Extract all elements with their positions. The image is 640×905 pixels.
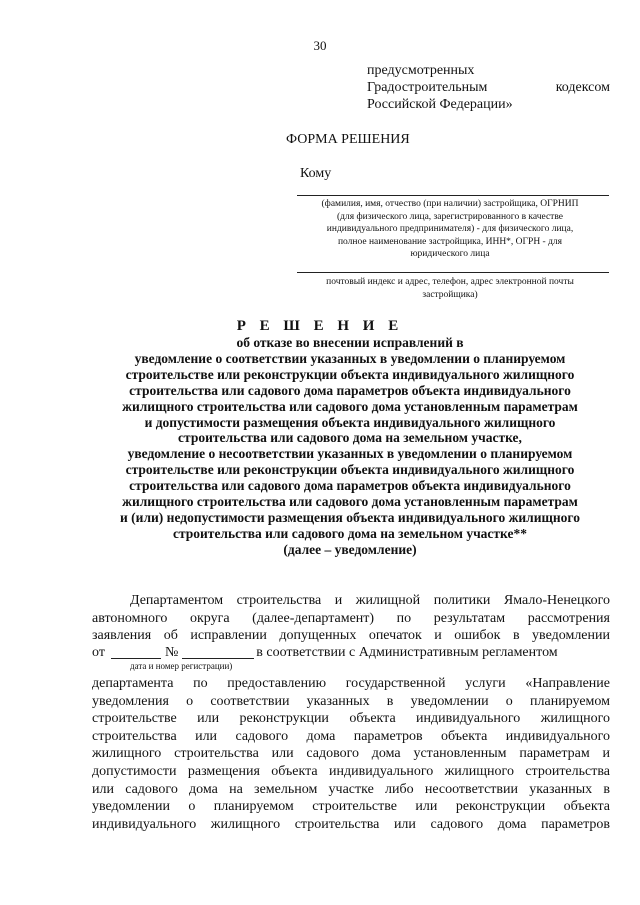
recipient-note [300, 198, 600, 261]
decision-subtitle-line: строительства или садового дома на земельном участке, [178, 430, 522, 446]
address-note [300, 276, 600, 301]
paragraph-line: строительства или садового дома параметров объекта индивидуального [92, 728, 610, 744]
recipient-note-line: (для физического лица, зарегистрированного в качестве [337, 211, 563, 222]
komu-label: Кому [300, 166, 332, 181]
paragraph-line: уведомлении о планируемом строительстве или реконструкции объекта [92, 799, 610, 815]
decision-subtitle-line: об отказе во внесении исправлений в [236, 335, 464, 350]
decision-title: Р Е Ш Е Н И Е [236, 318, 404, 334]
address-note-line: почтовый индекс и адрес, телефон, адрес электронной почты [326, 277, 574, 287]
recipient-note-line: индивидуального предпринимателя) - для физического лица, [326, 224, 574, 234]
paragraph-line: уведомления о соответствии указанных в уведомлении о планируемом [92, 693, 610, 709]
decision-subtitle-line: уведомление о соответствии указанных в уведомлении о планируемом [134, 350, 566, 366]
paragraph-line: автономного округа (далее-департамент) по результатам рассмотрения [92, 610, 610, 626]
page-number: 30 [313, 38, 327, 53]
form-title: ФОРМА РЕШЕНИЯ [286, 132, 410, 147]
recipient-note-line: (фамилия, имя, отчество (при наличии) застройщика, ОГРНИП [321, 199, 579, 209]
header-line-3: Российской Федерации» [367, 97, 513, 112]
number-sign: № [164, 645, 179, 660]
paragraph-1 [92, 592, 610, 645]
decision-subtitle-line: жилищного строительства или садового дома установленным параметрам [122, 494, 578, 510]
registration-note: дата и номер регистрации) [130, 661, 233, 671]
decision-subtitle-line: и допустимости размещения объекта индивидуального жилищного [144, 414, 556, 430]
paragraph-line: или садового дома на земельном участке либо несоответствии указанных в [92, 781, 610, 797]
paragraph-line: Департаментом строительства и жилищной политики Ямало-Ненецкого [130, 593, 610, 608]
paragraph-line: жилищного строительства или садового дома установленным параметрам и [92, 746, 610, 762]
decision-subtitle-line: строительства или садового дома параметров объекта индивидуального [129, 382, 571, 398]
paragraph-line: заявления об исправлении допущенных опечаток и ошибок в уведомлении [92, 628, 610, 644]
decision-subtitle-line: жилищного строительства или садового дома установленным параметрам [122, 398, 578, 414]
recipient-note-line: юридического лица [410, 249, 490, 259]
header-line-1: предусмотренных [367, 63, 475, 78]
paragraph-line: допустимости размещения объекта индивидуального жилищного строительства [92, 763, 610, 779]
decision-subtitle-line: уведомление о несоответствии указанных в уведомлении о планируемом [127, 446, 573, 462]
address-note-line: застройщика) [422, 289, 478, 300]
header-line-2 [367, 79, 610, 96]
decision-subtitle-line: строительства или садового дома параметров объекта индивидуального [129, 478, 571, 494]
paragraph-line: индивидуального жилищного строительства или садового дома параметров [92, 816, 610, 832]
ot-prefix: от [92, 645, 105, 660]
paragraph-line: строительстве или реконструкции объекта индивидуального жилищного [92, 711, 610, 727]
paragraph-line: департамента по предоставлению государственной услуги «Направление [92, 676, 610, 691]
address-line [297, 272, 609, 273]
decision-subtitle-line: и (или) недопустимости размещения объекта индивидуального жилищного [120, 509, 580, 525]
decision-subtitle-line: (далее – уведомление) [283, 541, 417, 557]
decision-subtitle-line: строительства или садового дома на земельном участке** [172, 525, 527, 541]
number-blank [182, 646, 254, 659]
recipient-line [297, 195, 609, 196]
paragraph-2 [92, 675, 610, 833]
ot-suffix: в соответствии с Административным регламентом [256, 645, 558, 660]
recipient-note-line: полное наименование застройщика, ИНН*, ОГРН - для [337, 236, 563, 247]
header-line-2-right: кодексом [555, 80, 610, 95]
date-blank [111, 646, 161, 659]
registration-line [92, 644, 610, 662]
decision-subtitle [90, 335, 610, 558]
header-line-2-left: Градостроительным [367, 80, 488, 95]
decision-subtitle-line: строительстве или реконструкции объекта индивидуального жилищного [125, 462, 575, 478]
decision-subtitle-line: строительстве или реконструкции объекта индивидуального жилищного [125, 366, 575, 382]
